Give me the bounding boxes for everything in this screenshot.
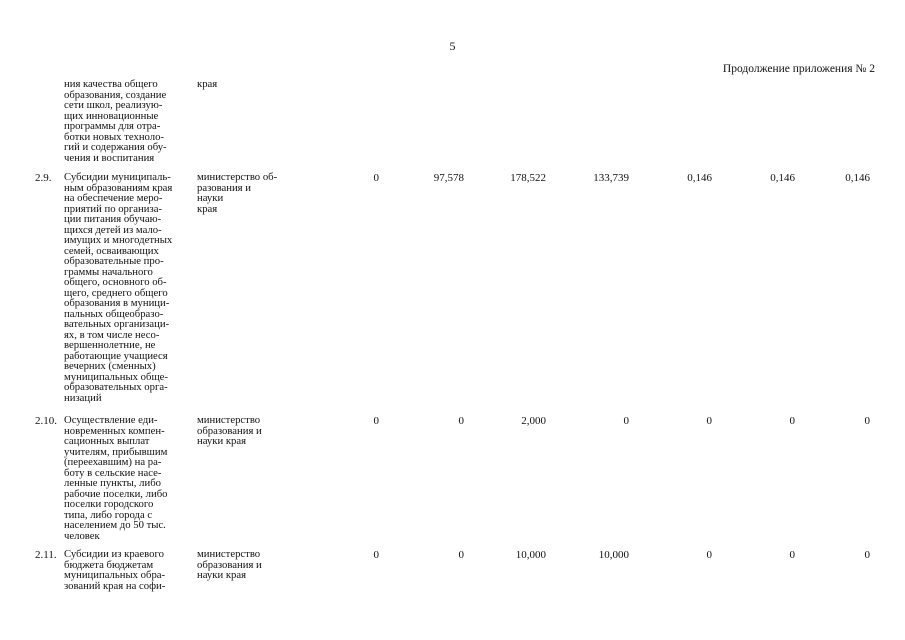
row-description [64,172,192,403]
description-line: учителям, прибывшим [64,445,168,458]
description-line: муниципальных обра- [64,569,166,581]
description-line: гий и содержания обу- [64,141,167,153]
value-cell: 10,000 [515,549,546,561]
executor-line: министерство [197,414,261,426]
description-line: сационных выплат [64,435,150,447]
row-executor [197,79,279,90]
description-line: ным образованиям края [64,181,173,194]
description-line: образовательные про- [64,255,164,267]
description-line: общего, основного об- [64,276,167,288]
description-line: пальных общеобразо- [64,307,164,320]
description-line: семей, осваивающих [64,244,159,257]
executor-line: края [197,202,218,215]
value-cell: 10,000 [598,549,629,561]
value-cell: 2,000 [521,415,546,427]
value-cell: 0 [864,549,870,561]
value-cell: 0 [864,415,870,427]
value-cell: 133,739 [593,172,629,184]
description-line: (переехавшим) на ра- [64,456,162,468]
row-description [64,549,192,591]
value-cell: 0 [373,172,379,184]
description-line: щихся детей из мало- [64,223,162,236]
description-line: бюджета бюджетам [64,558,154,571]
value-cell: 0,146 [687,172,712,184]
value-cell: 0,146 [770,172,795,184]
description-line: населением до 50 тыс. [64,519,166,531]
row-number: 2.11. [35,549,57,561]
value-cell: 0,146 [845,172,870,184]
description-line: образования в муници- [64,297,170,309]
row-number: 2.9. [35,172,52,184]
description-line: вершеннолетние, не [64,339,156,351]
value-cell: 0 [373,415,379,427]
description-line: человек [64,529,100,542]
description-line: Субсидии муниципаль- [64,171,171,183]
value-cell: 178,522 [510,172,546,184]
description-line: на обеспечение меро- [64,192,163,204]
description-line: Субсидии из краевого [64,548,164,560]
executor-line: образования и [197,424,262,437]
value-cell: 0 [706,549,712,561]
description-line: щих инновационные [64,109,159,122]
description-line: ции питания обучаю- [64,213,162,225]
value-cell: 97,578 [433,172,464,184]
executor-line: науки края [197,569,247,581]
description-line: боту в сельские насе- [64,466,162,479]
row-executor [197,172,279,214]
description-line: образования, создание [64,88,167,101]
description-line: ях, в том числе несо- [64,328,160,341]
description-line: ленные пункты, либо [64,477,161,489]
row-description [64,79,192,163]
value-cell: 0 [706,415,712,427]
description-line: щего, среднего общего [64,286,168,299]
description-line: ния качества общего [64,78,158,90]
value-cell: 0 [458,549,464,561]
description-line: поселки городского [64,498,154,510]
executor-line: образования и [197,558,262,571]
description-line: программы для отра- [64,120,161,132]
description-line: вечерних (сменных) [64,360,156,372]
value-cell: 0 [789,549,795,561]
executor-line: разования и науки [197,181,251,204]
description-line: сети школ, реализую- [64,99,163,111]
description-line: новременных компен- [64,424,165,437]
executor-line: министерство об- [197,171,278,183]
value-cell: 0 [623,415,629,427]
row-description [64,415,192,541]
description-line: ботки новых техноло- [64,130,164,143]
description-line: граммы начального [64,265,153,278]
description-line: Осуществление еди- [64,414,158,426]
description-line: вательных организаци- [64,318,170,330]
row-number: 2.10. [35,415,57,427]
executor-line: края [197,78,218,90]
page-number: 5 [449,39,456,53]
row-executor [197,549,279,581]
description-line: имущих и многодетных [64,234,173,246]
description-line: чения и воспитания [64,151,155,164]
description-line: зований края на софи- [64,579,166,592]
row-executor [197,415,279,447]
continuation-label: Продолжение приложения № 2 [722,63,875,75]
description-line: типа, либо города с [64,508,153,521]
value-cell: 0 [458,415,464,427]
description-line: муниципальных обще- [64,370,168,383]
description-line: низаций [64,391,102,404]
description-line: работающие учащиеся [64,349,168,362]
executor-line: министерство [197,548,261,560]
description-line: рабочие поселки, либо [64,487,168,500]
description-line: приятий по организа- [64,202,162,215]
value-cell: 0 [373,549,379,561]
executor-line: науки края [197,435,247,447]
value-cell: 0 [789,415,795,427]
description-line: образовательных орга- [64,381,168,393]
